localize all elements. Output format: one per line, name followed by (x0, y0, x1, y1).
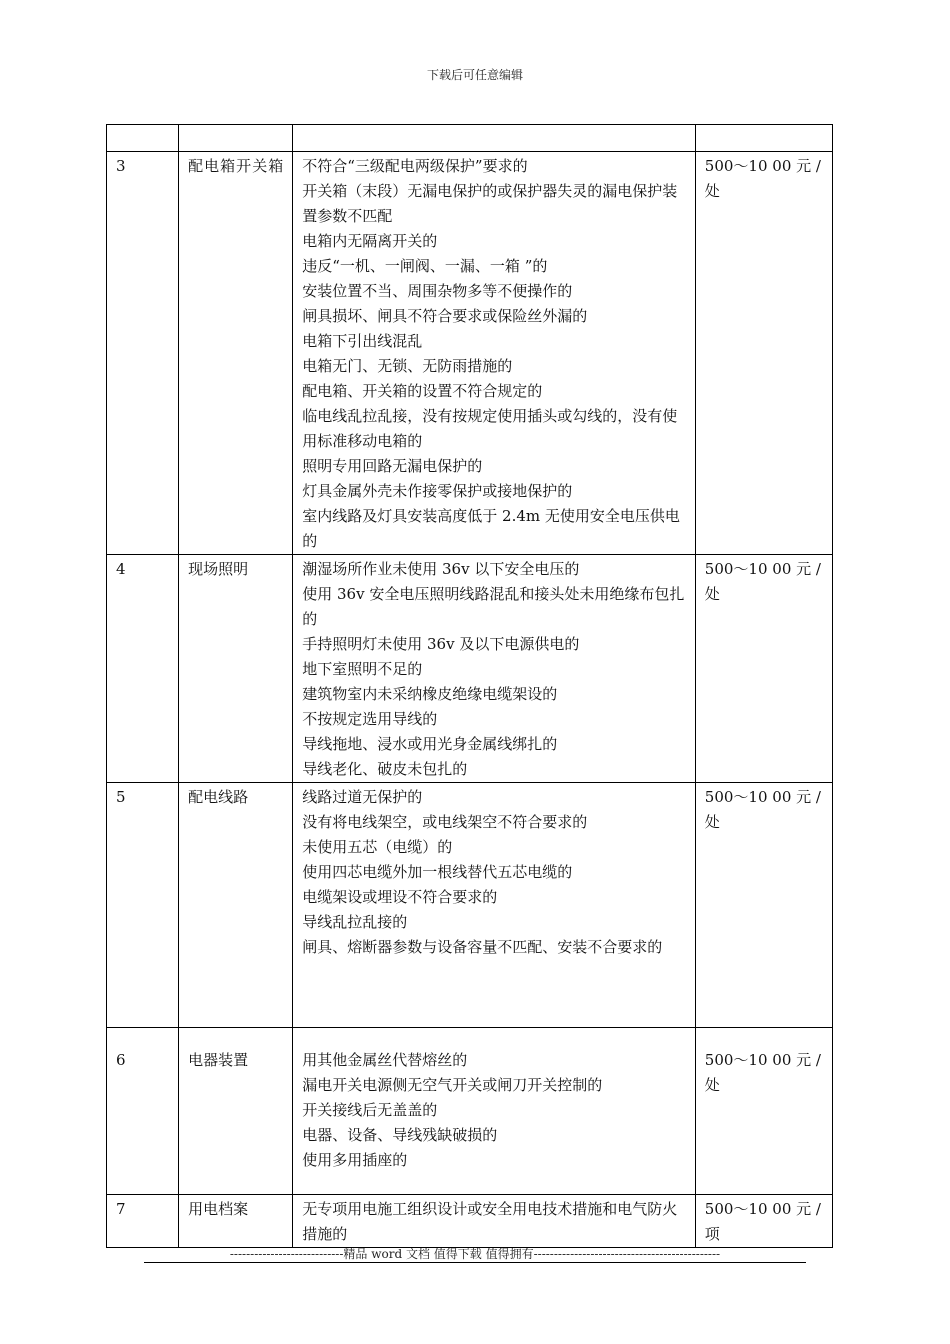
row-number: 6 (107, 1028, 179, 1195)
list-item: 灯具金属外壳未作接零保护或接地保护的 (302, 482, 573, 500)
list-item: 无专项用电施工组织设计或安全用电技术措施和电气防火措施的 (302, 1200, 678, 1243)
list-item: 开关接线后无盖盖的 (302, 1101, 438, 1119)
list-item: 闸具、熔断器参数与设备容量不匹配、安装不合要求的 (302, 938, 663, 956)
row-category: 现场照明 (179, 555, 293, 783)
row-category: 配电线路 (179, 783, 293, 1028)
table-row-empty (107, 125, 833, 152)
row-penalty: 500～10 00 元 / 处 (695, 555, 832, 783)
table-row (107, 783, 833, 1028)
row-number: 3 (107, 152, 179, 555)
list-item: 照明专用回路无漏电保护的 (302, 457, 483, 475)
list-item: 开关箱（末段）无漏电保护的或保护器失灵的漏电保护装置参数不匹配 (302, 182, 678, 225)
list-item: 电箱下引出线混乱 (302, 332, 423, 350)
row-items (293, 1028, 696, 1195)
table-row (107, 1195, 833, 1248)
footer-divider (144, 1262, 806, 1263)
list-item: 使用 36v 安全电压照明线路混乱和接头处未用绝缘布包扎的 (302, 585, 685, 628)
list-item: 导线老化、破皮未包扎的 (302, 760, 468, 778)
list-item: 电缆架设或埋设不符合要求的 (302, 888, 498, 906)
list-item: 没有将电线架空，或电线架空不符合要求的 (302, 813, 588, 831)
list-item: 导线拖地、浸水或用光身金属线绑扎的 (302, 735, 558, 753)
list-item: 闸具损坏、闸具不符合要求或保险丝外漏的 (302, 307, 588, 325)
list-item: 安装位置不当、周围杂物多等不便操作的 (302, 282, 573, 300)
list-item: 临电线乱拉乱接，没有按规定使用插头或勾线的，没有使用标准移动电箱的 (302, 407, 678, 450)
page-footer-text: ----------------------------精品 word 文档 值得下载 值得拥有---------------------------------------------- (229, 1247, 721, 1261)
row-items (293, 555, 696, 783)
empty-cell (179, 125, 293, 152)
row-category: 电器装置 (179, 1028, 293, 1195)
list-item: 电器、设备、导线残缺破损的 (302, 1126, 498, 1144)
row-items (293, 1195, 696, 1248)
list-item: 导线乱拉乱接的 (302, 913, 408, 931)
row-number: 4 (107, 555, 179, 783)
row-penalty: 500～10 00 元 / 项 (695, 1195, 832, 1248)
list-item: 使用四芯电缆外加一根线替代五芯电缆的 (302, 863, 573, 881)
list-item: 违反“一机、一闸阀、一漏、一箱 ”的 (302, 257, 548, 275)
row-penalty: 500～10 00 元 / 处 (695, 152, 832, 555)
list-item: 室内线路及灯具安装高度低于 2.4m 无使用安全电压供电的 (302, 507, 680, 550)
row-category: 配电箱开关箱 (179, 152, 293, 555)
list-item: 不按规定选用导线的 (302, 710, 438, 728)
list-item: 漏电开关电源侧无空气开关或闸刀开关控制的 (302, 1076, 603, 1094)
list-item: 用其他金属丝代替熔丝的 (302, 1051, 468, 1069)
empty-cell (107, 125, 179, 152)
list-item: 电箱内无隔离开关的 (302, 232, 438, 250)
row-number: 5 (107, 783, 179, 1028)
list-item: 配电箱、开关箱的设置不符合规定的 (302, 382, 543, 400)
row-items (293, 152, 696, 555)
list-item: 使用多用插座的 (302, 1151, 408, 1169)
table-row (107, 1028, 833, 1195)
list-item: 电箱无门、无锁、无防雨措施的 (302, 357, 513, 375)
list-item: 线路过道无保护的 (302, 788, 423, 806)
list-item: 不符合“三级配电两级保护”要求的 (302, 157, 528, 175)
table-row (107, 555, 833, 783)
row-items (293, 783, 696, 1028)
row-number: 7 (107, 1195, 179, 1248)
page-header-note: 下载后可任意编辑 (426, 68, 523, 82)
empty-cell (695, 125, 832, 152)
row-penalty: 500～10 00 元 / 处 (695, 1028, 832, 1195)
empty-cell (293, 125, 696, 152)
penalty-table (106, 124, 833, 1248)
table-row (107, 152, 833, 555)
row-category: 用电档案 (179, 1195, 293, 1248)
list-item: 潮湿场所作业未使用 36v 以下安全电压的 (302, 560, 580, 578)
list-item: 建筑物室内未采纳橡皮绝缘电缆架设的 (302, 685, 558, 703)
row-penalty: 500～10 00 元 / 处 (695, 783, 832, 1028)
list-item: 未使用五芯（电缆）的 (302, 838, 453, 856)
list-item: 手持照明灯未使用 36v 及以下电源供电的 (302, 635, 580, 653)
list-item: 地下室照明不足的 (302, 660, 423, 678)
